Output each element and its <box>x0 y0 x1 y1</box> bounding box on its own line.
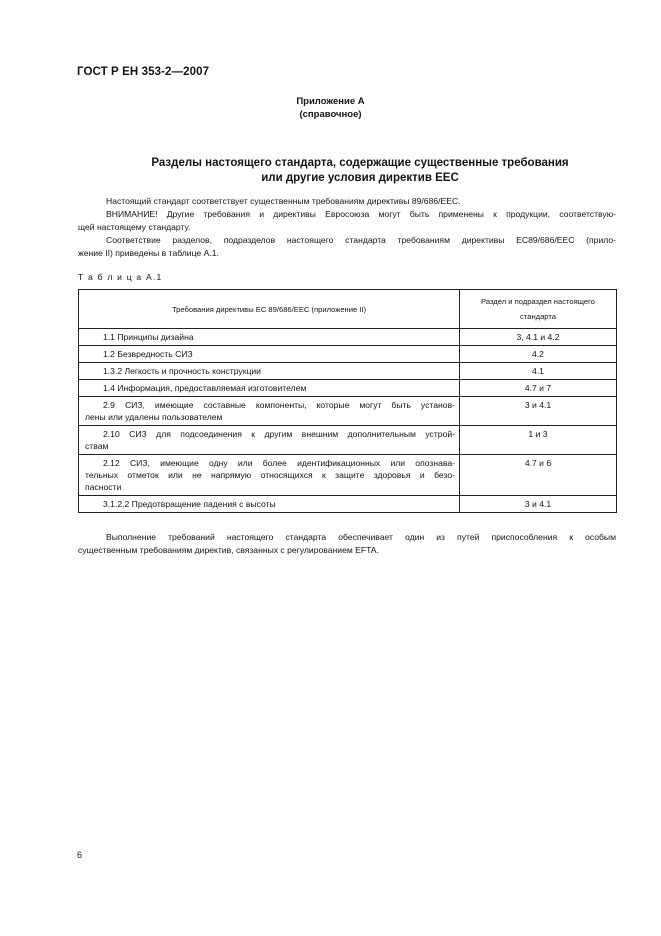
closing-paragraph <box>78 531 616 557</box>
intro-p3-line1: Соответствие разделов, подразделов настоящего стандарта требованиям директивы ЕС89/686/ЕЕС (прило- <box>106 235 616 245</box>
page-number: 6 <box>77 850 83 860</box>
section-cell: 4.7 и 6 <box>460 455 617 496</box>
requirement-cell <box>79 346 460 363</box>
table-row <box>79 455 617 496</box>
section-cell: 1 и 3 <box>460 426 617 455</box>
requirement-text: ствам <box>85 441 109 451</box>
table-row <box>79 496 617 513</box>
table-row <box>79 426 617 455</box>
requirement-text: 1.4 Информация, предоставляемая изготовителем <box>103 383 307 393</box>
annex-title: Приложение А <box>296 96 365 107</box>
requirement-cell <box>79 455 460 496</box>
section-cell: 3 и 4.1 <box>460 496 617 513</box>
requirement-text: лены или удалены пользователем <box>85 412 223 422</box>
table-label: Т а б л и ц а А.1 <box>78 272 163 282</box>
requirement-text: 1.3.2 Легкость и прочность конструкции <box>103 366 261 376</box>
requirement-cell <box>79 426 460 455</box>
table-row <box>79 397 617 426</box>
table-header-section-line2: стандарта <box>520 312 556 321</box>
section-cell: 4.2 <box>460 346 617 363</box>
requirement-cell <box>79 363 460 380</box>
requirement-text: пасности <box>85 482 122 492</box>
table-row <box>79 380 617 397</box>
table-header-requirements: Требования директивы ЕС 89/686/ЕЕС (приложение II) <box>79 290 460 329</box>
requirement-text: 1.1 Принципы дизайна <box>103 332 194 342</box>
intro-p2-line1: ВНИМАНИЕ! Другие требования и директивы Евросоюза могут быть применены к продукции, соответствую- <box>106 209 616 219</box>
intro-p2-line2: щей настоящему стандарту. <box>78 222 191 232</box>
table-body <box>79 329 617 513</box>
section-title <box>60 156 660 186</box>
requirement-text: 2.10 СИЗ для подсоединения к другим внешним дополнительным устрой- <box>103 429 455 439</box>
requirement-cell <box>79 397 460 426</box>
annex-subtitle: (справочное) <box>299 109 362 120</box>
closing-line1: Выполнение требований настоящего стандарта обеспечивает один из путей приспособления к особым <box>106 532 616 542</box>
annex-heading <box>0 95 661 121</box>
table-row <box>79 346 617 363</box>
requirement-text: 3.1.2.2 Предотвращение падения с высоты <box>103 499 276 509</box>
requirement-text: 2.12 СИЗ, имеющие одну или более идентификационных или опознава- <box>103 458 455 468</box>
requirements-table <box>78 289 617 513</box>
table-row <box>79 363 617 380</box>
intro-paragraphs <box>78 195 616 260</box>
closing-line2: существенным требованиям директив, связанных с регулированием EFTA. <box>78 545 379 555</box>
section-title-line-1: Разделы настоящего стандарта, содержащие существенные требования <box>151 157 569 169</box>
section-cell: 4.1 <box>460 363 617 380</box>
table-header-section <box>460 290 617 329</box>
requirement-text: 1.2 Безвредность СИЗ <box>103 349 193 359</box>
section-cell: 4.7 и 7 <box>460 380 617 397</box>
requirement-text: тельных отметок или не напрямую относящихся к защите здоровья и безо- <box>85 470 455 480</box>
section-title-line-2: или другие условия директив ЕЕС <box>261 172 459 184</box>
table-row <box>79 329 617 346</box>
document-id: ГОСТ Р ЕН 353-2—2007 <box>77 66 210 78</box>
table-header-section-line1: Раздел и подраздел настоящего <box>481 297 595 306</box>
table-header-row <box>79 290 617 329</box>
intro-p1: Настоящий стандарт соответствует существенным требованиям директивы 89/686/ЕЕС. <box>106 196 461 206</box>
section-cell: 3 и 4.1 <box>460 397 617 426</box>
requirement-text: 2.9 СИЗ, имеющие составные компоненты, которые могут быть установ- <box>103 400 455 410</box>
requirement-cell <box>79 329 460 346</box>
section-cell: 3, 4.1 и 4.2 <box>460 329 617 346</box>
requirement-cell <box>79 380 460 397</box>
requirement-cell <box>79 496 460 513</box>
intro-p3-line2: жение II) приведены в таблице А.1. <box>78 248 219 258</box>
